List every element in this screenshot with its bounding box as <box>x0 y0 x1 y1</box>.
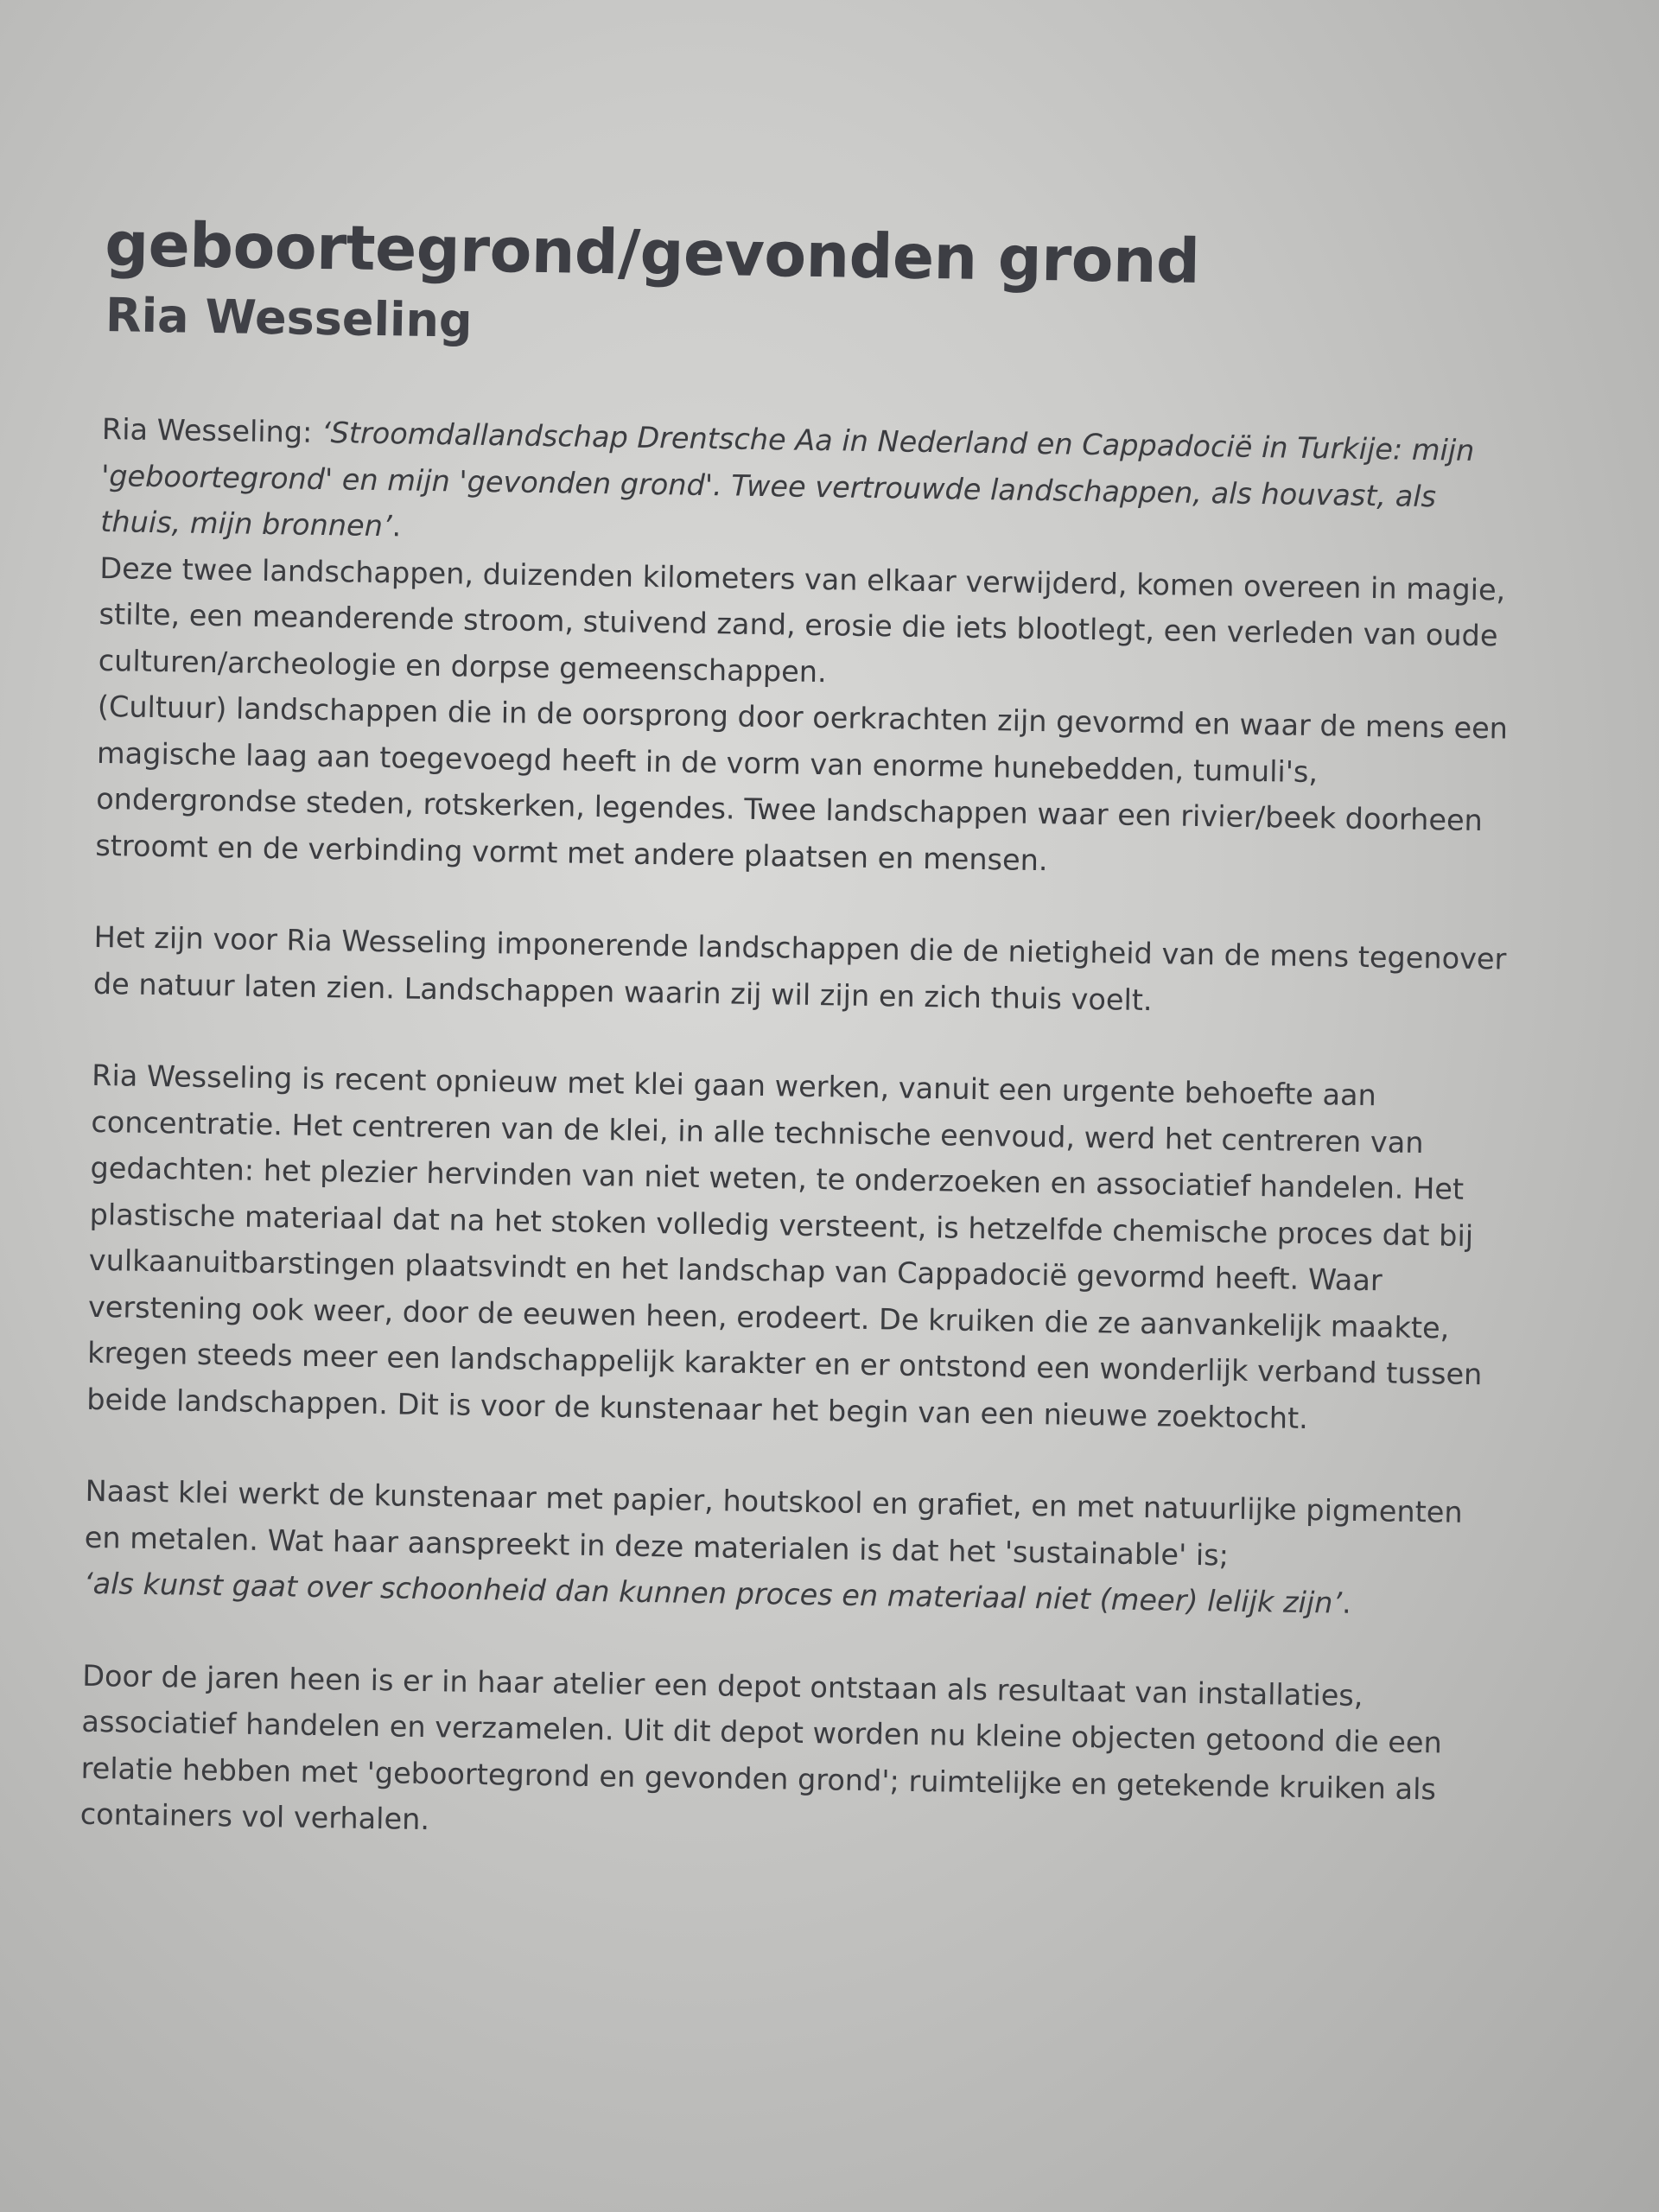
paragraph-clay: Ria Wesseling is recent opnieuw met klei gaan werken, vanuit een urgente behoefte aan concentratie. Het centreren van de klei, in alle technische eenvoud, werd het centreren van gedachten: het plezier hervinden van niet weten, te onderzoeken en associatief handelen. Het plastische materiaal dat na het stoken volledig versteent, is hetzelfde chemische proces dat bij vulkaanuitbarstingen plaatsvindt en het landschap van Cappadocië gevormd heeft. Waar verstening ook weer, door de eeuwen heen, erodeert. De kruiken die ze aanvankelijk maakte, kregen steeds meer een landschappelijk karakter en er ontstond een wonderlijk verband tussen beide landschappen. Dit is voor de kunstenaar het begin van een nieuwe zoektocht. <box>86 1058 1483 1435</box>
materials-quote: ‘als kunst gaat over schoonheid dan kunnen proces en materiaal niet (meer) lelijk zijn’ <box>83 1566 1343 1620</box>
paragraph-depot: Door de jaren heen is er in haar atelier een depot ontstaan als resultaat van installaties, associatief handelen en verzamelen. Uit dit depot worden nu kleine objecten getoond die een relatie hebben met 'geboortegrond en gevonden grond'; ruimtelijke en getekende kruiken als containers vol verhalen. <box>79 1658 1443 1837</box>
paragraph-landscapes: Deze twee landschappen, duizenden kilometers van elkaar verwijderd, komen overeen in magie, stilte, een meanderende stroom, stuivend zand, erosie die iets blootlegt, een verleden van oude culturen/archeologie en dorpse gemeenschappen. <box>98 550 1506 689</box>
materials-tail: . <box>1341 1586 1352 1620</box>
intro-quote: ‘Stroomdallandschap Drentsche Aa in Nederland en Cappadocië in Turkije: mijn 'geboortegrond' en mijn 'gevonden grond'. Twee vertrouwde landschappen, als houvast, als thuis, mijn bronnen’ <box>99 415 1475 543</box>
paragraph-materials <box>84 1468 1503 1629</box>
paragraph-nature: Het zijn voor Ria Wesseling imponerende landschappen die de nietigheid van de mens tegenover de natuur laten zien. Landschappen waarin zij wil zijn en zich thuis voelt. <box>92 919 1507 1017</box>
artist-name: Ria Wesseling <box>105 288 474 348</box>
paragraph-culture: (Cultuur) landschappen die in de oorsprong door oerkrachten zijn gevormd en waar de mens een magische laag aan toegevoegd heeft in de vorm van enorme hunebedden, tumuli's, ondergrondse steden, rotskerken, legendes. Twee landschappen waar een rivier/beek doorheen stroomt en de verbinding vormt met andere plaatsen en mensen. <box>95 689 1509 877</box>
intro-tail: . <box>391 509 402 543</box>
wall-text-panel <box>79 207 1522 1859</box>
intro-lead: Ria Wesseling: <box>101 411 322 449</box>
exhibition-title: geboortegrond/gevonden grond <box>104 207 1201 297</box>
intro-paragraph <box>100 406 1519 567</box>
materials-text: Naast klei werkt de kunstenaar met papier, houtskool en grafiet, en met natuurlijke pigmenten en metalen. Wat haar aanspreekt in deze materialen is dat het 'sustainable' is; <box>84 1473 1463 1573</box>
description-text <box>79 406 1519 1859</box>
